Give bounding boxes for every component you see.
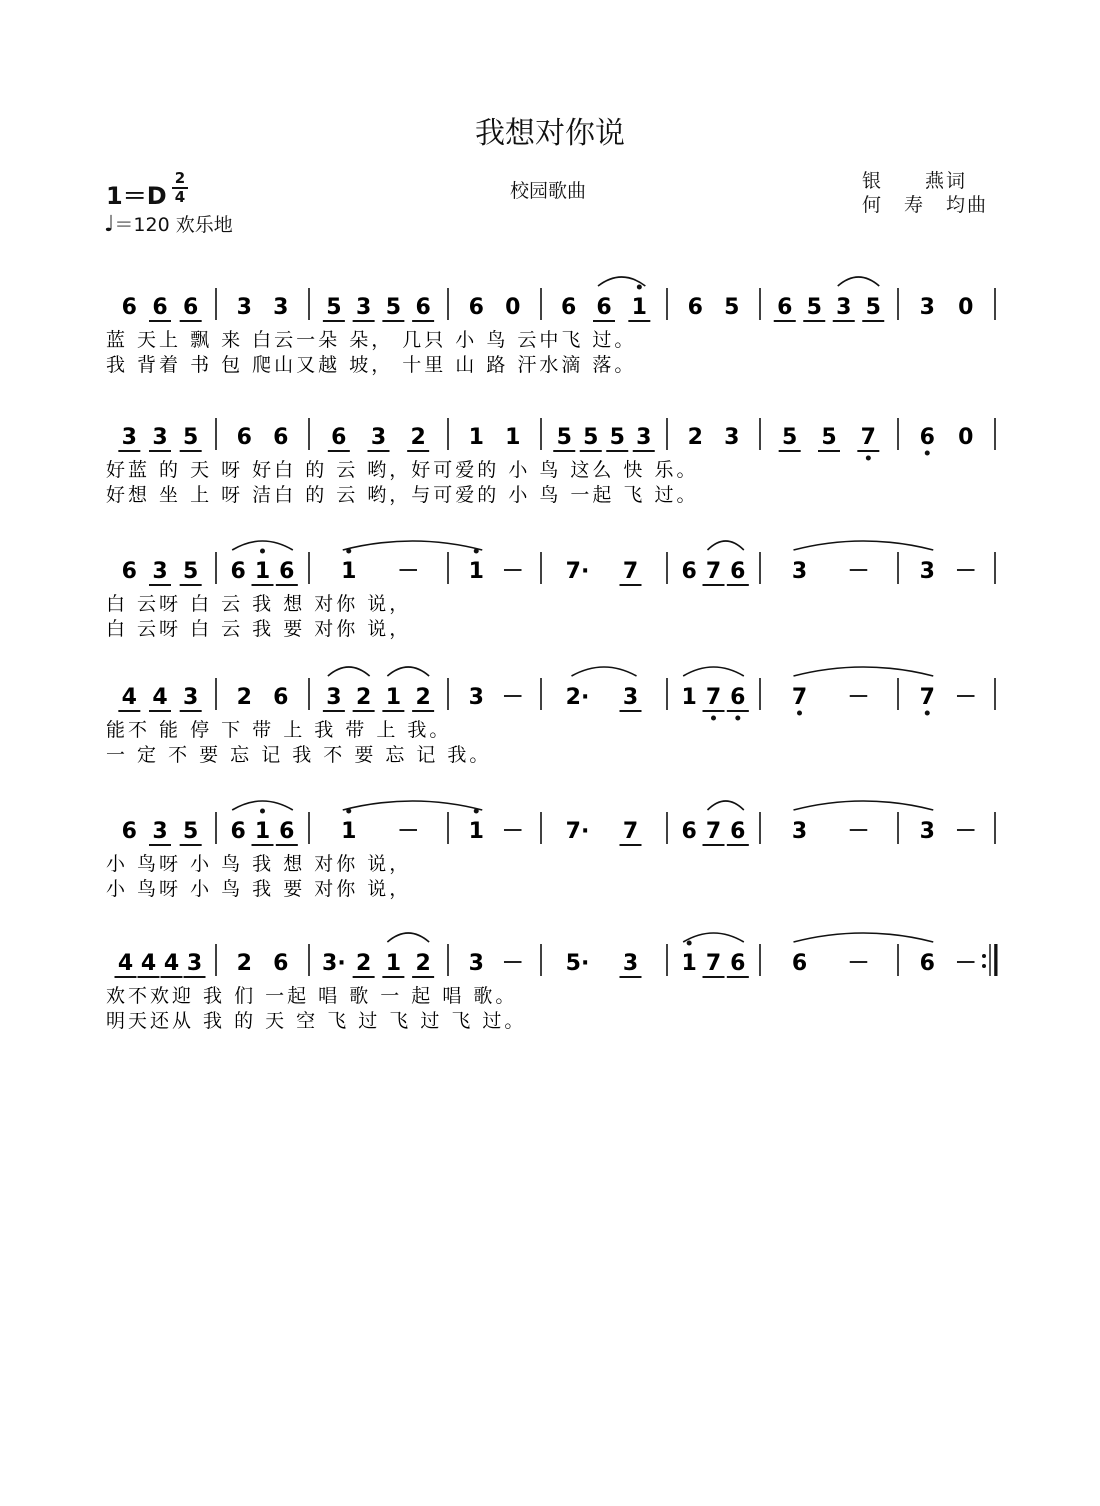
note: 7· [565,819,590,844]
note: 6 [561,295,577,320]
note: 6 [279,819,295,844]
note: 7 [622,819,639,844]
note: 4 [152,685,168,710]
note: － [954,559,977,584]
note: 6 [777,295,793,320]
note: 7 [705,819,722,844]
note: 3 [836,295,852,320]
note: 3 [326,685,342,710]
high-octave-dot [637,285,642,290]
lyric-line: 蓝 天上 飘 来 白云一朵 朵， 几只 小 鸟 云中飞 过。 [106,329,637,351]
lyric-line: 好想 坐 上 呀 洁白 的 云 哟，与可爱的 小 鸟 一起 飞 过。 [106,484,699,506]
note: 6 [730,685,746,710]
note: 3 [791,559,808,584]
note: 4 [117,951,134,976]
note: 5 [724,295,740,320]
low-octave-dot [925,451,930,456]
note: 1 [341,819,357,844]
note: － [954,951,977,976]
note: 2 [410,425,426,450]
note: 6 [230,819,246,844]
low-octave-dot [925,711,930,716]
note: 3 [919,295,935,320]
note: 3 [636,425,652,450]
note: 5 [583,425,599,450]
slur-arc [387,667,429,676]
note: 0 [505,295,521,320]
note: 2 [415,685,431,710]
slur-arc [343,541,483,550]
note: 0 [958,425,974,450]
note: 2 [236,951,252,976]
low-octave-dot [735,716,740,721]
composer-credit: 何 寿 均曲 [862,194,989,216]
slur-arc [794,667,934,676]
lyric-line: 好蓝 的 天 呀 好白 的 云 哟，好可爱的 小 鸟 这么 快 乐。 [106,459,699,481]
note: 7 [622,559,639,584]
song-title: 我想对你说 [475,116,625,151]
note: 3 [186,951,203,976]
note: － [501,685,524,710]
note: 7 [919,685,935,710]
note: 6 [730,819,746,844]
note: 2· [565,685,590,710]
note: 3 [468,951,484,976]
slur-arc [328,667,370,676]
note: 3 [236,295,252,320]
note: 3 [919,559,935,584]
note: 5· [565,951,590,976]
note: 2 [415,951,431,976]
note: 3 [152,559,168,584]
note: 4 [163,951,180,976]
note: 5 [183,819,199,844]
note: 6 [919,951,935,976]
note: 6 [121,819,137,844]
note: － [501,951,524,976]
note: 5 [821,425,837,450]
note: 3 [273,295,289,320]
low-octave-dot [711,716,716,721]
note: 6 [273,951,289,976]
note: 1 [341,559,357,584]
note: 6 [730,951,746,976]
note: － [954,685,977,710]
note: 7· [565,559,590,584]
note: 6 [236,425,252,450]
note: 1 [385,951,402,976]
note: 1 [254,559,271,584]
note: － [397,559,420,584]
note: 3 [152,425,168,450]
lyricist-credit: 银 燕词 [862,170,968,192]
repeat-dot [982,954,986,958]
note: 7 [791,685,808,710]
slur-arc [708,541,744,550]
note: 6 [681,819,697,844]
note: 3 [622,685,639,710]
note: 6 [331,425,347,450]
lyric-line: 一 定 不 要 忘 记 我 不 要 忘 记 我。 [106,744,492,766]
quarter-note-icon: ♩ [104,212,115,237]
slur-arc [683,667,744,676]
note: 6 [730,559,746,584]
key-signature: 1＝D [106,182,167,210]
note: 3 [370,425,387,450]
note: 2 [687,425,703,450]
note: 3 [121,425,137,450]
time-signature-bottom: 4 [174,188,186,206]
note: 5 [609,425,625,450]
note: 6 [687,295,703,320]
lyric-line: 明天还从 我 的 天 空 飞 过 飞 过 飞 过。 [106,1010,527,1032]
note: 5 [806,295,822,320]
note: 6 [791,951,808,976]
note: － [501,819,524,844]
note: 5 [865,295,881,320]
slur-arc [708,801,744,810]
slur-arc [572,667,637,676]
note: 5 [782,425,798,450]
note: 3 [791,819,808,844]
slur-arc [794,933,934,942]
note: 2 [236,685,252,710]
note: 6 [273,425,289,450]
note: 5 [556,425,572,450]
note: 6 [273,685,289,710]
note: 1 [254,819,271,844]
note: 1 [681,951,697,976]
slur-arc [794,541,934,550]
note: 6 [681,559,697,584]
slur-arc [598,277,645,286]
slur-arc [343,801,483,810]
time-signature-top: 2 [174,169,186,187]
note: 6 [230,559,246,584]
note: 4 [140,951,157,976]
note: 3 [724,425,740,450]
note: 7 [705,951,722,976]
note: 3· [322,951,346,976]
note: 1 [681,685,697,710]
note: 6 [121,559,137,584]
lyric-line: 白 云呀 白 云 我 想 对你 说， [106,593,412,615]
note: 0 [958,295,974,320]
note: 1 [468,559,484,584]
note: － [847,951,870,976]
note: － [847,559,870,584]
repeat-dot [982,964,986,968]
lyric-line: 白 云呀 白 云 我 要 对你 说， [106,618,412,640]
note: 5 [385,295,402,320]
low-octave-dot [866,456,871,461]
note: － [954,819,977,844]
note: 2 [355,951,372,976]
note: 6 [183,295,199,320]
lyric-line: 小 鸟呀 小 鸟 我 想 对你 说， [106,853,412,875]
genre-label: 校园歌曲 [510,180,587,202]
lyric-line: 能不 能 停 下 带 上 我 带 上 我。 [106,719,452,741]
note: 6 [415,295,431,320]
note: 7 [705,685,722,710]
note: 6 [468,295,484,320]
low-octave-dot [797,711,802,716]
note: 6 [279,559,295,584]
note: 6 [152,295,168,320]
note: 1 [468,425,484,450]
note: 7 [860,425,876,450]
note: 5 [326,295,342,320]
high-octave-dot [687,941,692,946]
note: 2 [355,685,372,710]
note: 3 [152,819,168,844]
note: 1 [468,819,484,844]
note: － [847,819,870,844]
note: 5 [183,425,199,450]
note: － [397,819,420,844]
high-octave-dot [260,809,265,814]
note: － [847,685,870,710]
note: 6 [919,425,935,450]
lyric-line: 小 鸟呀 小 鸟 我 要 对你 说， [106,878,412,900]
note: － [501,559,524,584]
note: 5 [183,559,199,584]
note: 3 [919,819,935,844]
note: 3 [355,295,372,320]
lyric-line: 我 背着 书 包 爬山又越 坡， 十里 山 路 汗水滴 落。 [106,354,637,376]
slur-arc [683,933,744,942]
note: 1 [505,425,521,450]
note: 3 [183,685,199,710]
note: 7 [705,559,722,584]
note: 3 [622,951,639,976]
note: 4 [121,685,137,710]
note: 1 [385,685,402,710]
slur-arc [387,933,429,942]
high-octave-dot [260,549,265,554]
note: 6 [121,295,137,320]
note: 1 [631,295,647,320]
lyric-line: 欢不欢迎 我 们 一起 唱 歌 一 起 唱 歌。 [106,985,518,1007]
slur-arc [794,801,934,810]
tempo-text: ＝120 欢乐地 [114,214,233,236]
note: 3 [468,685,484,710]
note: 6 [596,295,612,320]
slur-arc [838,277,880,286]
